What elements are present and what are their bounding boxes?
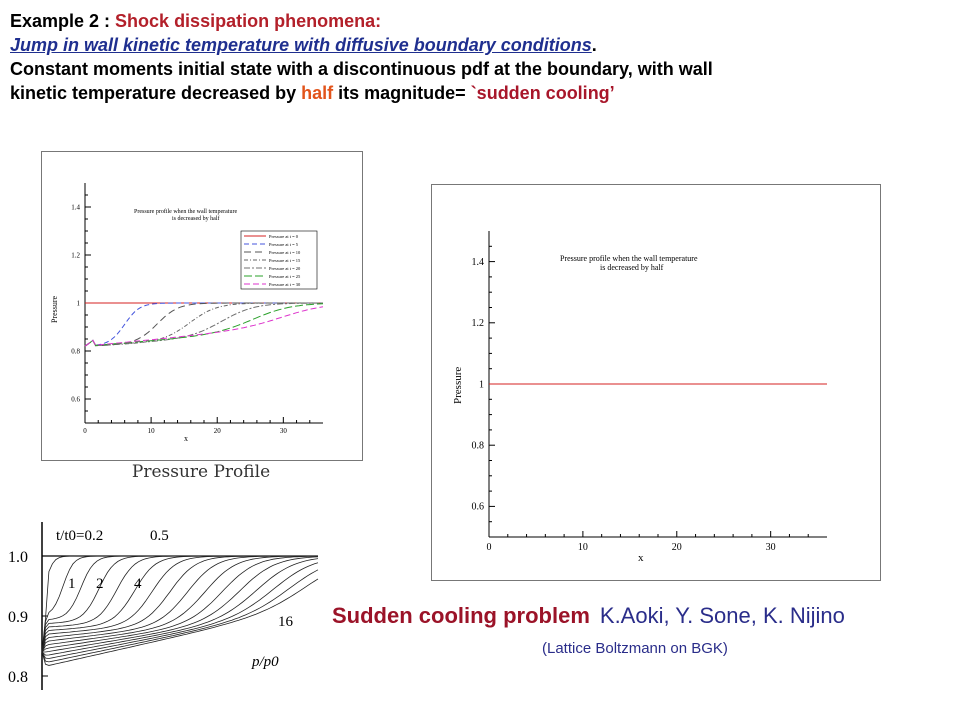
series-line — [85, 303, 323, 346]
chart-title-line-2: is decreased by half — [600, 263, 664, 272]
topic-title: Shock dissipation phenomena — [115, 11, 376, 31]
x-tick-label: 20 — [671, 542, 682, 553]
y-tick-label: 1 — [76, 299, 80, 308]
credit-note: (Lattice Boltzmann on BGK) — [542, 640, 728, 657]
x-tick-label: 10 — [577, 542, 588, 553]
x-tick-label: 10 — [147, 427, 155, 435]
line4-start: kinetic temperature decreased by — [10, 83, 302, 103]
y-tick-label: 1.4 — [71, 203, 80, 212]
y-tick-label: 0.6 — [471, 501, 484, 513]
y-tick-label: 1.2 — [471, 318, 484, 330]
x-tick-label: 30 — [279, 427, 287, 435]
y-axis-label: Pressure — [452, 366, 464, 404]
x-tick-label: 30 — [765, 542, 776, 553]
series-line — [42, 556, 318, 652]
legend-label: Pressure at t = 0 — [269, 234, 299, 239]
chart-title-line-1: Pressure profile when the wall temperature — [134, 209, 238, 215]
x-tick-label: 0 — [486, 542, 492, 553]
annotation-1: 1 — [68, 576, 76, 592]
chart-title-line-1: Pressure profile when the wall temperature — [560, 254, 698, 263]
subtitle-period: . — [591, 35, 597, 55]
y-tick-label: 1.2 — [71, 251, 80, 260]
x-tick-label: 0 — [83, 427, 87, 435]
series-line — [42, 556, 318, 652]
y-tick-label: 0.8 — [471, 440, 484, 452]
annotation-16: 16 — [278, 614, 293, 630]
y-tick-label: 0.9 — [8, 609, 28, 626]
legend-label: Pressure at t = 10 — [269, 250, 301, 255]
credit-title: Sudden cooling problem — [332, 603, 590, 628]
series-line — [42, 579, 318, 666]
reference-chart — [0, 520, 320, 696]
pressure-profile-chart — [41, 151, 363, 461]
header-line-4 — [10, 81, 615, 105]
y-tick-label: 1.4 — [471, 256, 484, 268]
series-line — [42, 563, 318, 659]
reference-svg — [0, 520, 320, 696]
series-line — [42, 559, 318, 656]
series-line — [42, 556, 318, 652]
annotation-4: 4 — [134, 576, 142, 592]
example-label: Example 2 : — [10, 11, 116, 31]
legend-label: Pressure at t = 25 — [269, 274, 301, 279]
pressure-t0-chart — [431, 184, 881, 581]
header-line-2 — [10, 33, 597, 57]
annotation-2: 2 — [96, 576, 104, 592]
series-line — [42, 556, 318, 652]
series-line — [42, 556, 318, 652]
subtitle: Jump in wall kinetic temperature with diffusive boundary conditions — [10, 35, 592, 55]
y-tick-label: 0.6 — [71, 395, 80, 404]
series-line — [42, 556, 318, 652]
y-tick-label: 0.8 — [71, 347, 80, 356]
pressure-profile-caption: Pressure Profile — [131, 462, 271, 482]
y-tick-label: 1.0 — [8, 549, 28, 566]
x-tick-label: 20 — [213, 427, 221, 435]
legend-label: Pressure at t = 30 — [269, 282, 301, 287]
pressure-t0-svg — [432, 185, 880, 580]
header-line-1 — [10, 9, 381, 33]
header-line-3: Constant moments initial state with a discontinuous pdf at the boundary, with wall — [10, 59, 713, 79]
legend-label: Pressure at t = 20 — [269, 266, 301, 271]
credit-line — [332, 603, 845, 629]
line4-half: half — [301, 83, 334, 103]
credit-authors: K.Aoki, Y. Sone, K. Nijino — [599, 603, 845, 628]
annotation-0-5: 0.5 — [150, 528, 169, 544]
series-line — [42, 556, 318, 652]
topic-colon: : — [375, 11, 382, 31]
y-tick-label: 0.8 — [8, 669, 28, 686]
chart-title-line-2: is decreased by half — [172, 216, 220, 222]
series-line — [42, 556, 318, 652]
line4-mid: its magnitude= — [333, 83, 471, 103]
y-axis-label: Pressure — [50, 295, 59, 323]
x-axis-label: x — [184, 434, 188, 443]
series-line — [85, 304, 323, 346]
line4-cooling: `sudden cooling’ — [470, 83, 615, 103]
pressure-profile-svg — [42, 152, 362, 460]
series-line — [85, 303, 323, 346]
annotation-t-ratio: t/t0=0.2 — [56, 528, 104, 544]
series-line — [85, 303, 323, 346]
y-axis-label: p/p0 — [252, 654, 279, 670]
series-line — [42, 556, 318, 652]
legend-label: Pressure at t = 5 — [269, 242, 299, 247]
y-tick-label: 1 — [479, 379, 484, 391]
legend-label: Pressure at t = 15 — [269, 258, 301, 263]
series-line — [42, 556, 318, 652]
x-axis-label: x — [638, 552, 644, 564]
series-line — [42, 556, 318, 652]
series-line — [85, 303, 323, 346]
